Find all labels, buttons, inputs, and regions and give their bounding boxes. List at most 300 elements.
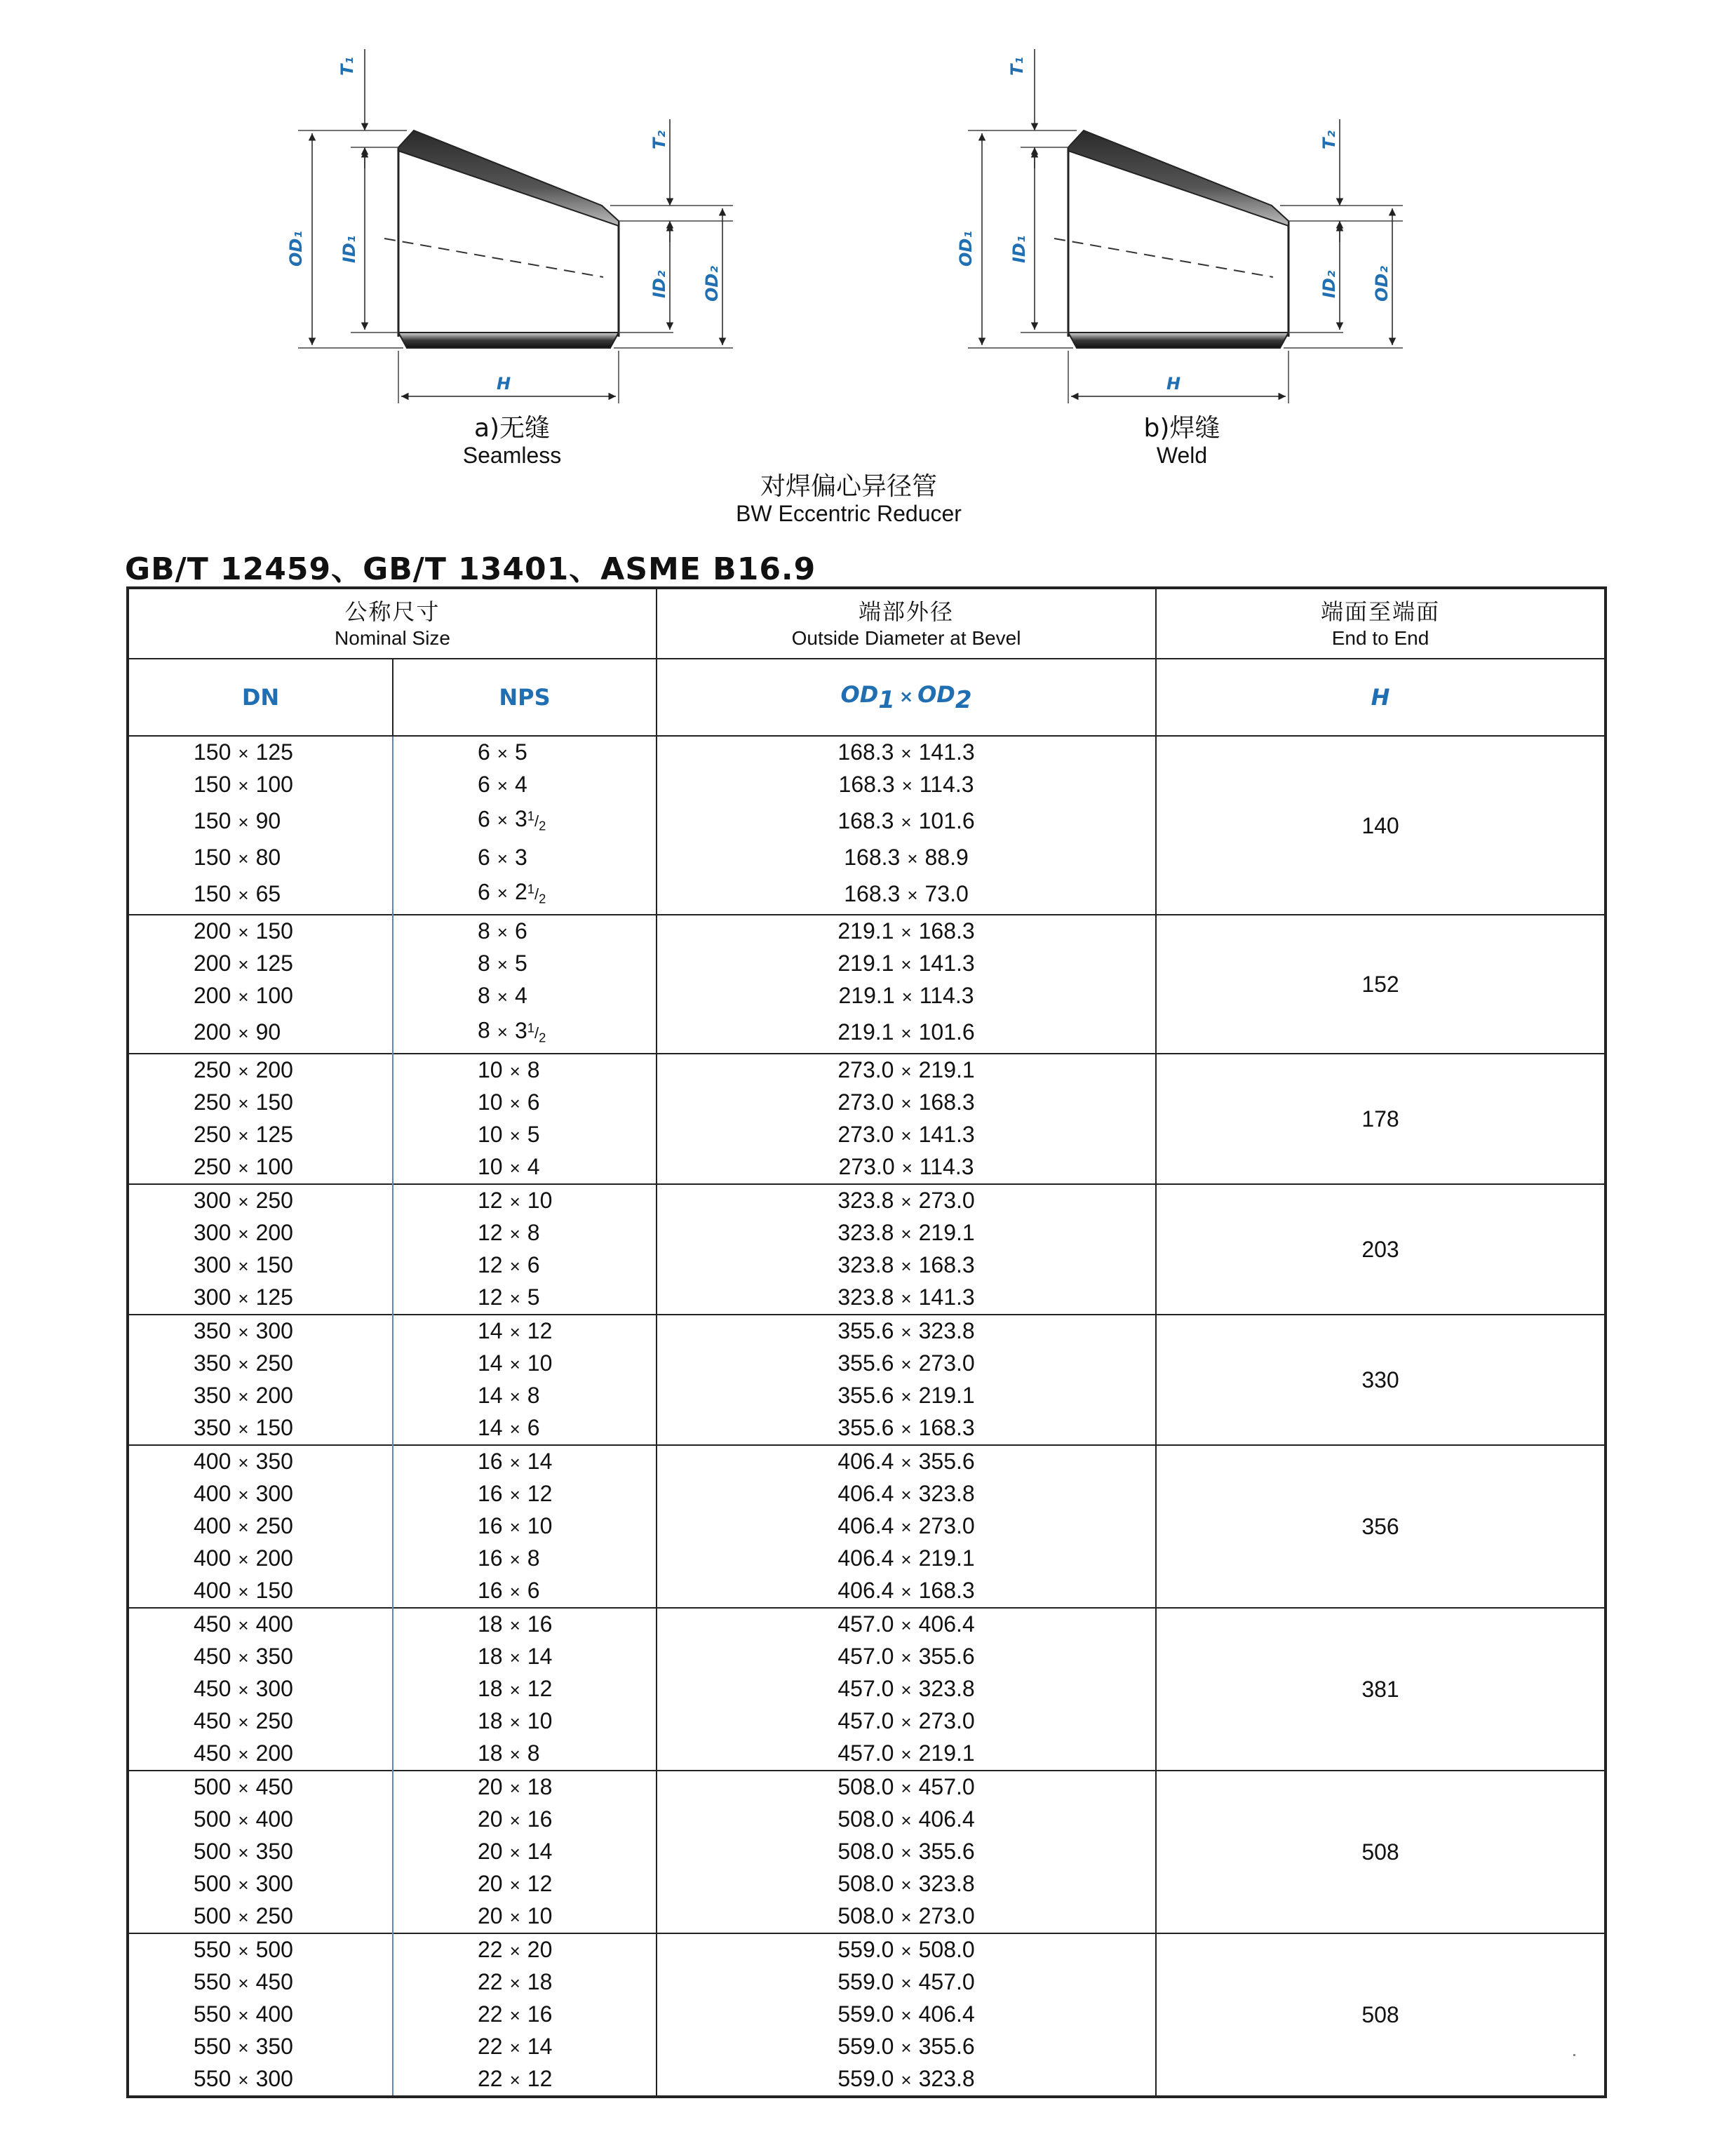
od-cell-b: 406.4 (918, 1611, 975, 1637)
od-cell-b: 219.1 (918, 1220, 975, 1246)
od-cell-a: 273.0 (838, 1154, 895, 1180)
header-row-2 (128, 659, 1606, 736)
od-cell-b: 219.1 (918, 1383, 975, 1409)
od1-label: OD₁ (286, 231, 306, 267)
dn-cell-a: 450 (194, 1644, 231, 1670)
dn-cell (128, 1771, 393, 1804)
od-cell-a: 508.0 (837, 1871, 894, 1897)
weld-caption-en: Weld (1156, 443, 1208, 469)
nps-cell-b: 10 (527, 1350, 553, 1376)
times-symbol: × (907, 847, 918, 869)
times-symbol: × (901, 1549, 912, 1571)
times-symbol: × (497, 847, 508, 869)
dn-cell-a: 200 (194, 918, 231, 944)
dn-cell-a: 550 (194, 1937, 231, 1963)
dn-cell-a: 550 (194, 1969, 231, 1995)
dn-cell-b: 300 (255, 1871, 293, 1897)
nps-cell (393, 1412, 657, 1445)
dn-cell-b: 250 (255, 1188, 293, 1214)
dn-cell-b: 65 (255, 880, 281, 906)
dn-cell-b: 400 (255, 2001, 293, 2027)
dn-cell-a: 450 (194, 1708, 231, 1734)
od-cell (657, 1804, 1156, 1836)
table-row (128, 736, 1606, 769)
nps-cell-b: 8 (527, 1057, 540, 1083)
dn-cell (128, 874, 393, 915)
times-symbol: × (901, 2005, 912, 2027)
dn-cell-b: 400 (255, 1611, 293, 1637)
times-symbol: × (901, 811, 912, 833)
dn-cell (128, 801, 393, 842)
od-cell-a: 457.0 (837, 1676, 894, 1702)
times-symbol: × (497, 1021, 508, 1042)
od-cell (657, 1348, 1156, 1380)
times-symbol: × (238, 1061, 249, 1082)
end-to-end-en: End to End (1331, 626, 1429, 649)
dn-cell-a: 250 (194, 1089, 231, 1115)
od-cell (657, 1673, 1156, 1705)
od-cell-a: 508.0 (837, 1806, 894, 1832)
times-symbol: × (238, 1256, 249, 1277)
nps-cell-b: 12 (527, 1676, 553, 1702)
od-cell (657, 1933, 1156, 1966)
dn-cell-a: 150 (194, 772, 231, 797)
nps-cell-a: 18 (478, 1611, 503, 1637)
times-symbol: × (238, 922, 249, 944)
nps-cell-b: 8 (527, 1545, 540, 1571)
dn-header: DN (128, 659, 393, 736)
nps-cell-a: 14 (478, 1383, 503, 1409)
od-cell-b: 273.0 (918, 1188, 975, 1214)
dn-cell-b: 90 (255, 1019, 281, 1045)
dn-cell-a: 200 (194, 983, 231, 1009)
end-to-end-cell: 178 (1156, 1054, 1606, 1184)
od-cell (657, 1999, 1156, 2031)
nps-cell-b: 5 (514, 739, 527, 765)
dn-cell-b: 300 (255, 1318, 293, 1344)
od-cell-a: 273.0 (837, 1089, 894, 1115)
od-cell-b: 323.8 (918, 1318, 975, 1344)
times-symbol: × (238, 1418, 249, 1440)
nps-cell-b: 14 (527, 1839, 553, 1865)
end-to-end-cell: 508 (1156, 1933, 1606, 2097)
nps-cell (393, 948, 657, 980)
od-cell (657, 1543, 1156, 1575)
nps-cell (393, 1575, 657, 1608)
nps-cell (393, 2031, 657, 2063)
times-symbol: × (901, 922, 912, 944)
times-symbol: × (497, 743, 508, 764)
nps-cell (393, 1217, 657, 1249)
od-cell-a: 323.8 (837, 1188, 894, 1214)
times-symbol: × (238, 1125, 249, 1147)
od-cell-a: 168.3 (837, 807, 894, 833)
od-cell-a: 355.6 (837, 1350, 894, 1376)
times-symbol: × (238, 1810, 249, 1832)
nps-cell (393, 1966, 657, 1999)
dn-cell-b: 150 (255, 918, 293, 944)
times-symbol: × (509, 1647, 520, 1669)
nps-cell-a: 20 (478, 1871, 503, 1897)
nps-cell (393, 1999, 657, 2031)
nps-cell-a: 12 (478, 1252, 503, 1278)
dn-cell-b: 500 (255, 1937, 293, 1963)
nps-cell-b: 5 (527, 1284, 540, 1310)
od-cell (657, 980, 1156, 1012)
od-cell (657, 1119, 1156, 1151)
dn-cell (128, 1054, 393, 1087)
od-cell (657, 801, 1156, 842)
nps-cell-b: 12 (527, 1318, 553, 1344)
dn-cell-a: 550 (194, 2001, 231, 2027)
od-cell-b: 457.0 (918, 1969, 975, 1995)
times-symbol: × (238, 1093, 249, 1115)
nps-cell-a: 20 (478, 1839, 503, 1865)
times-symbol: × (901, 1517, 912, 1538)
id2-label: ID₂ (650, 270, 669, 298)
nominal-size-header (128, 588, 657, 659)
od-cell (657, 1445, 1156, 1478)
nps-cell (393, 1804, 657, 1836)
dn-cell-b: 80 (255, 844, 281, 870)
od-cell-b: 141.3 (918, 1122, 975, 1148)
times-symbol: × (509, 2037, 520, 2059)
table-body (128, 736, 1606, 2097)
nps-cell-a: 20 (478, 1806, 503, 1832)
od-cell-b: 355.6 (918, 1839, 975, 1865)
od-cell-a: 323.8 (837, 1284, 894, 1310)
od-cell-b: 273.0 (918, 1903, 975, 1929)
od-cell-a: 168.3 (838, 772, 895, 797)
times-symbol: × (238, 1386, 249, 1408)
od-cell (657, 874, 1156, 915)
od-cell-b: 219.1 (918, 1740, 975, 1766)
nps-cell-a: 22 (478, 1937, 503, 1963)
times-symbol: × (238, 1581, 249, 1603)
times-symbol: × (238, 1484, 249, 1506)
id1-label: ID₁ (1009, 235, 1029, 263)
figure-title-cn: 对焊偏心异径管 (760, 472, 937, 501)
times-symbol: × (238, 1549, 249, 1571)
od-cell-b: 406.4 (918, 1806, 975, 1832)
od-cell-b: 323.8 (918, 2066, 975, 2092)
nps-cell (393, 1054, 657, 1087)
nps-cell-b: 6 (527, 1252, 540, 1278)
times-symbol: × (901, 1023, 912, 1045)
nps-cell (393, 1249, 657, 1282)
t1-label: T₁ (337, 57, 357, 76)
dn-cell-a: 300 (194, 1284, 231, 1310)
dn-cell-b: 125 (255, 951, 293, 976)
weld-caption-cn: b)焊缝 (1143, 414, 1220, 443)
dn-cell-a: 200 (194, 1019, 231, 1045)
nps-cell (393, 1119, 657, 1151)
fraction-half: $^1/_2$ (527, 1020, 546, 1045)
nps-cell-a: 10 (478, 1122, 503, 1148)
times-symbol: × (509, 1581, 520, 1603)
times-symbol: × (509, 1549, 520, 1571)
times-symbol: × (509, 1061, 520, 1082)
times-symbol: × (509, 1484, 520, 1506)
nps-cell-a: 18 (478, 1676, 503, 1702)
od-cell-b: 457.0 (918, 1774, 975, 1800)
dn-cell-b: 125 (255, 1284, 293, 1310)
table-row (128, 1445, 1606, 1478)
times-symbol: × (901, 1354, 912, 1376)
dn-cell-a: 250 (194, 1122, 231, 1148)
nps-cell-b: 10 (527, 1188, 553, 1214)
od-cell-b: 101.6 (918, 1019, 975, 1045)
times-symbol: × (509, 1125, 520, 1147)
od-cell-a: 559.0 (837, 1937, 894, 1963)
nps-cell-a: 10 (478, 1154, 503, 1180)
table-row (128, 1184, 1606, 1217)
times-symbol: × (238, 1744, 249, 1766)
nps-cell-b: 5 (514, 951, 527, 976)
times-symbol: × (238, 1842, 249, 1864)
times-symbol: × (509, 1874, 520, 1896)
times-symbol: × (238, 2037, 249, 2059)
dn-cell-a: 350 (194, 1415, 231, 1441)
od-cell-a: 508.0 (837, 1774, 894, 1800)
nps-cell-a: 18 (478, 1708, 503, 1734)
dn-cell-a: 150 (194, 739, 231, 765)
od-cell (657, 1151, 1156, 1184)
dn-cell (128, 1249, 393, 1282)
nps-cell-b: 12 (527, 1871, 553, 1897)
nps-cell-b: 20 (527, 1937, 553, 1963)
nps-cell (393, 1673, 657, 1705)
nps-cell (393, 1184, 657, 1217)
od-cell (657, 1738, 1156, 1771)
times-symbol: × (901, 1581, 912, 1603)
nps-cell-b: 6 (527, 1089, 540, 1115)
od-cell-b: 219.1 (918, 1545, 975, 1571)
dn-cell (128, 2031, 393, 2063)
dn-cell (128, 1966, 393, 1999)
nps-cell-a: 10 (478, 1057, 503, 1083)
dn-cell-a: 300 (194, 1188, 231, 1214)
nps-cell-a: 6 (478, 879, 490, 905)
nominal-size-cn: 公称尺寸 (344, 598, 440, 625)
dn-cell-a: 350 (194, 1318, 231, 1344)
nps-cell-b: $3^1/_2$ (514, 806, 546, 833)
od-cell-a: 323.8 (837, 1220, 894, 1246)
od-cell-a: 168.3 (837, 739, 894, 765)
times-symbol: × (901, 1810, 912, 1832)
dn-cell-a: 400 (194, 1513, 231, 1539)
times-symbol: × (509, 1256, 520, 1277)
times-symbol: × (238, 1517, 249, 1538)
figure-title-en: BW Eccentric Reducer (736, 501, 962, 527)
times-symbol: × (509, 1223, 520, 1245)
dn-cell-b: 125 (255, 739, 293, 765)
dn-cell-b: 300 (255, 1676, 293, 1702)
seamless-caption-cn: a)无缝 (473, 414, 551, 443)
od-cell-b: 355.6 (918, 1644, 975, 1670)
nps-cell-b: 8 (527, 1383, 540, 1409)
od-cell (657, 2031, 1156, 2063)
dn-cell-a: 400 (194, 1578, 231, 1604)
dn-cell (128, 1151, 393, 1184)
times-symbol: × (238, 847, 249, 869)
od-cell (657, 1412, 1156, 1445)
od-cell-a: 219.1 (838, 983, 895, 1009)
dn-cell-a: 350 (194, 1383, 231, 1409)
times-symbol: × (509, 1615, 520, 1637)
h-header: H (1156, 659, 1606, 736)
od-cell (657, 2063, 1156, 2097)
dn-cell-b: 450 (255, 1774, 293, 1800)
dn-cell-a: 150 (194, 844, 231, 870)
od2-label: OD₂ (702, 266, 722, 302)
end-to-end-cell: 140 (1361, 812, 1399, 838)
nps-cell-b: 12 (527, 2066, 553, 2092)
times-symbol: × (238, 1322, 249, 1343)
times-symbol: × (509, 1157, 520, 1179)
nps-cell-a: 22 (478, 2066, 503, 2092)
dn-cell-b: 200 (255, 1057, 293, 1083)
od-cell-a: 355.6 (837, 1318, 894, 1344)
dn-cell-b: 200 (255, 1383, 293, 1409)
od-cell (657, 1900, 1156, 1933)
times-symbol: × (238, 1778, 249, 1799)
times-symbol: × (901, 1712, 912, 1733)
dn-cell (128, 1412, 393, 1445)
od-cell (657, 842, 1156, 874)
dn-cell (128, 1933, 393, 1966)
dn-cell-a: 550 (194, 2034, 231, 2060)
od-cell-a: 406.4 (837, 1513, 894, 1539)
dn-cell-a: 350 (194, 1350, 231, 1376)
dn-cell (128, 980, 393, 1012)
nps-cell-a: 18 (478, 1740, 503, 1766)
nps-cell-a: 12 (478, 1220, 503, 1246)
dn-cell (128, 1804, 393, 1836)
od-cell-b: 114.3 (919, 1154, 974, 1180)
od-cell-a: 508.0 (837, 1839, 894, 1865)
times-symbol: × (509, 1386, 520, 1408)
od-cell (657, 1608, 1156, 1641)
nps-cell (393, 1738, 657, 1771)
times-symbol: × (901, 1061, 912, 1082)
dn-cell-b: 150 (255, 1415, 293, 1441)
od1-symbol: OD (840, 680, 879, 708)
times-symbol: × (238, 1288, 249, 1310)
times-symbol: × (901, 1223, 912, 1245)
od-cell-b: 168.3 (918, 1578, 975, 1604)
nps-cell-b: 12 (527, 1481, 553, 1507)
od-cell (657, 915, 1156, 948)
dn-cell (128, 1282, 393, 1315)
dn-cell-b: 350 (255, 1839, 293, 1865)
nps-cell-b: 4 (527, 1154, 540, 1180)
nps-cell (393, 1900, 657, 1933)
od1-label: OD₁ (956, 231, 976, 267)
times-symbol: × (238, 1679, 249, 1701)
dn-cell-a: 300 (194, 1220, 231, 1246)
times-symbol: × (509, 1907, 520, 1928)
od-cell-a: 559.0 (837, 1969, 894, 1995)
od-cell (657, 1380, 1156, 1412)
times-symbol: × (238, 1874, 249, 1896)
dn-cell (128, 1087, 393, 1119)
nps-cell-a: 16 (478, 1545, 503, 1571)
od-cell-b: 114.3 (919, 983, 974, 1009)
fraction-half: $^1/_2$ (527, 881, 546, 906)
nps-cell (393, 1933, 657, 1966)
dn-cell-a: 500 (194, 1839, 231, 1865)
od-cell (657, 1510, 1156, 1543)
seamless-diagram (286, 49, 733, 403)
end-to-end-cell: 152 (1156, 915, 1606, 1054)
table-row (128, 1608, 1606, 1641)
od-cell-b: 73.0 (924, 880, 969, 906)
dn-cell (128, 1119, 393, 1151)
nps-cell (393, 980, 657, 1012)
table-row (128, 1771, 1606, 1804)
nps-cell-b: 4 (514, 983, 527, 1009)
od-cell-a: 559.0 (837, 2001, 894, 2027)
dn-cell (128, 1184, 393, 1217)
od-cell-b: 273.0 (918, 1708, 975, 1734)
nps-cell-a: 22 (478, 2034, 503, 2060)
dn-cell-b: 200 (255, 1545, 293, 1571)
od-cell-a: 406.4 (837, 1449, 894, 1475)
od-cell (657, 1641, 1156, 1673)
id2-label: ID₂ (1319, 270, 1339, 298)
times-symbol: × (901, 1452, 912, 1474)
nps-cell-b: 4 (514, 772, 527, 797)
od-cell-a: 559.0 (837, 2066, 894, 2092)
od-cell-b: 323.8 (918, 1481, 975, 1507)
weld-diagram (956, 49, 1403, 403)
times-symbol: × (509, 2069, 520, 2091)
dn-cell (128, 2063, 393, 2097)
od-cell-a: 559.0 (837, 2034, 894, 2060)
nps-cell-a: 12 (478, 1284, 503, 1310)
nps-cell (393, 1282, 657, 1315)
times-symbol: × (901, 1157, 913, 1179)
nps-cell (393, 736, 657, 769)
od-cell (657, 1217, 1156, 1249)
times-symbol: × (901, 1907, 912, 1928)
times-symbol: × (497, 882, 508, 904)
nps-cell-b: 14 (527, 1644, 553, 1670)
dn-cell (128, 1510, 393, 1543)
times-symbol: × (509, 1418, 520, 1440)
od-cell-b: 114.3 (919, 772, 974, 797)
dn-cell-a: 450 (194, 1740, 231, 1766)
times-symbol: × (509, 1778, 520, 1799)
times-symbol: × (238, 1615, 249, 1637)
table-row (128, 1315, 1606, 1348)
nps-cell-b: 16 (527, 1806, 553, 1832)
times-symbol: × (509, 1679, 520, 1701)
nps-cell (393, 874, 657, 915)
od-cell-a: 273.0 (837, 1057, 894, 1083)
dn-cell-b: 100 (255, 983, 293, 1009)
times-symbol: × (901, 1615, 912, 1637)
times-symbol: × (497, 954, 508, 976)
od-cell-a: 457.0 (837, 1644, 894, 1670)
od-cell-b: 101.6 (918, 807, 975, 833)
dn-cell-b: 100 (255, 772, 293, 797)
dn-cell-b: 450 (255, 1969, 293, 1995)
times-symbol: × (509, 1322, 520, 1343)
dn-cell (128, 1641, 393, 1673)
nps-cell-b: 16 (527, 2001, 553, 2027)
